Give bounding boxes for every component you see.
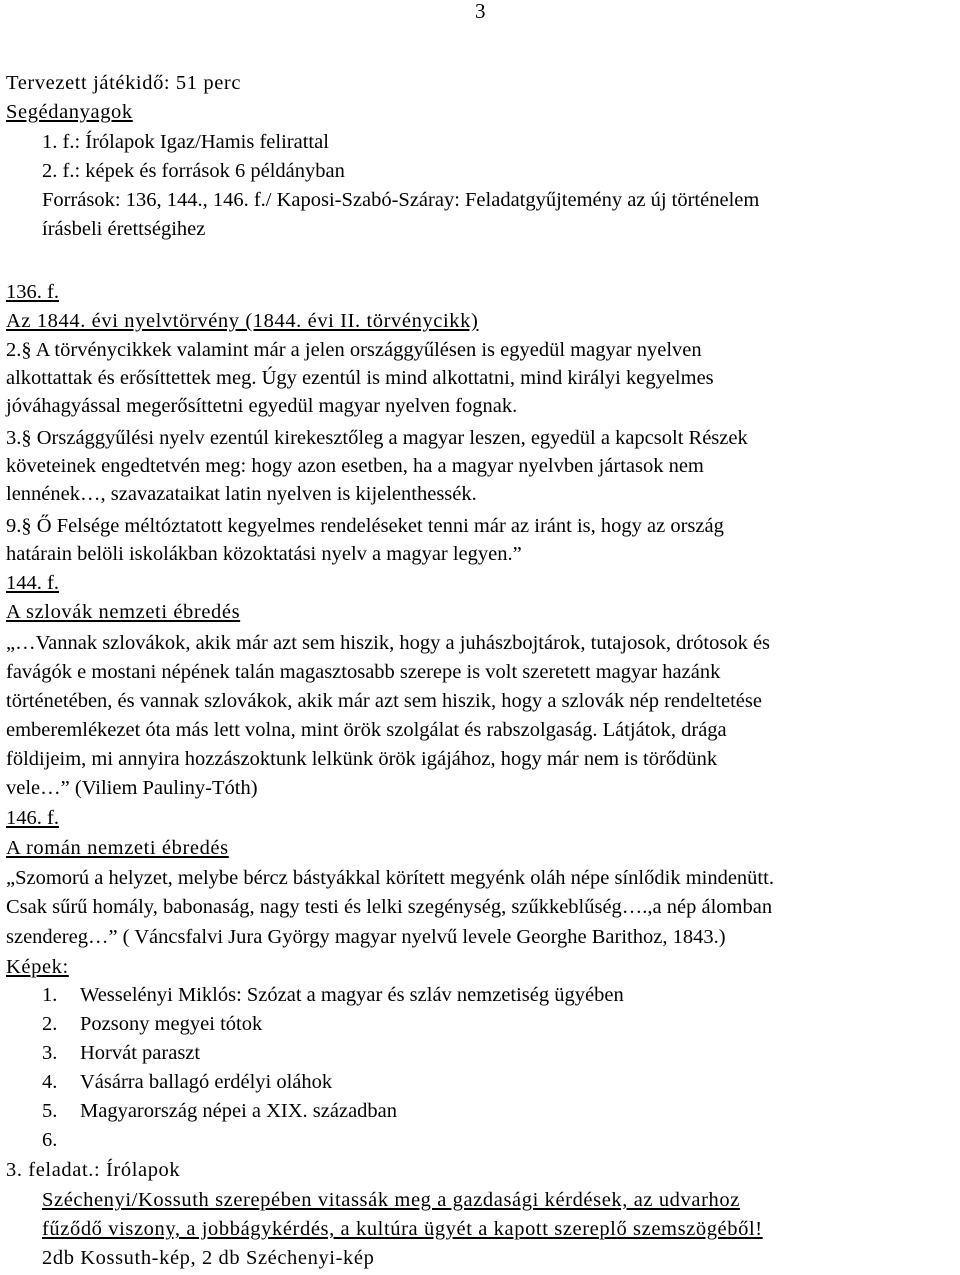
image-list-text: Magyarország népei a XIX. században [80,1100,398,1122]
image-list-text: Wesselényi Miklós: Szózat a magyar és szláv nemzetiség ügyében [80,984,624,1006]
image-list-text: Pozsony megyei tótok [80,1013,263,1035]
image-list-item [42,1039,200,1068]
source-136-text-line: jóváhagyással megerősíttetni egyedül magyar nyelven fognak. [6,395,518,417]
source-136-code: 136. f. [6,281,59,303]
image-list-item [42,1010,262,1039]
material-item-2: 2. f.: képek és források 6 példányban [42,160,345,182]
source-136-text-line: 2.§ A törvénycikkek valamint már a jelen országgyűlésen is egyedül magyar nyelven [6,339,702,361]
source-144-title: A szlovák nemzeti ébredés [6,601,241,623]
task-3-line-1: Széchenyi/Kossuth szerepében vitassák meg a gazdasági kérdések, az udvarhoz [42,1189,740,1211]
source-144-text-line: emberemlékezet óta más lett volna, mint örök szolgálat és rabszolgaság. Látjátok, drága [6,719,727,741]
sources-line-1: Források: 136, 144., 146. f./ Kaposi-Szabó-Száray: Feladatgyűjtemény az új történelem [42,189,760,211]
task-3-title: 3. feladat.: Írólapok [6,1159,181,1181]
image-list-number: 2. [42,1013,58,1035]
task-3-line-2: fűződő viszony, a jobbágykérdés, a kultúra ügyét a kapott szereplő szemszögéből! [42,1218,763,1240]
task-3-line-3: 2db Kossuth-kép, 2 db Széchenyi-kép [42,1247,375,1269]
image-list-number: 6. [42,1129,58,1151]
source-144-text-line: földijeim, mi annyira hozzászoktunk lelkünk örök igájához, hogy már nem is törődünk [6,748,718,770]
image-list-number: 5. [42,1100,58,1122]
sources-line-2: írásbeli érettségihez [42,218,206,240]
image-list-text: Vásárra ballagó erdélyi oláhok [80,1071,333,1093]
image-list-number: 4. [42,1071,58,1093]
source-136-text-line: lennének…, szavazataikat latin nyelven is kijelenthessék. [6,483,477,505]
image-list-item [42,981,624,1010]
source-144-text-line: favágók e mostani népének talán magasztosabb szerepe is volt szeretett magyar hazánk [6,661,721,683]
image-list-item [42,1097,397,1126]
materials-heading: Segédanyagok [6,101,133,123]
source-144-text-line: történetében, és vannak szlovákok, akik már azt sem hiszik, hogy a szlovák nép rendeltetése [6,690,762,712]
source-146-text-line: „Szomorú a helyzet, melybe bércz bástyákkal körített megyénk oláh népe sínlődik mindenütt. [6,867,774,889]
image-list-number: 1. [42,984,58,1006]
source-144-code: 144. f. [6,572,59,594]
source-144-text-line: vele…” (Viliem Pauliny-Tóth) [6,777,258,799]
image-list-item [42,1068,332,1097]
image-list-text: Horvát paraszt [80,1042,201,1064]
source-136-text-line: határain belöli iskolákban közoktatási nyelv a magyar legyen.” [6,543,522,565]
page-number: 3 [475,0,486,23]
source-146-title: A román nemzeti ébredés [6,837,229,859]
images-heading: Képek: [6,956,69,978]
source-136-text-line: 3.§ Országgyűlési nyelv ezentúl kirekesztőleg a magyar leszen, egyedül a kapcsolt Részek [6,427,748,449]
source-136-title: Az 1844. évi nyelvtörvény (1844. évi II. törvénycikk) [6,310,479,332]
source-146-text-line: szendereg…” ( Váncsfalvi Jura György magyar nyelvű levele Georghe Barithoz, 1843.) [6,926,726,948]
image-list-number: 3. [42,1042,58,1064]
material-item-1: 1. f.: Írólapok Igaz/Hamis felirattal [42,131,329,153]
source-136-text-line: követeinek engedtetvén meg: hogy azon esetben, ha a magyar nyelvben jártasok nem [6,455,704,477]
playtime-line: Tervezett játékidő: 51 perc [6,72,242,94]
source-144-text-line: „…Vannak szlovákok, akik már azt sem hiszik, hogy a juhászbojtárok, tutajosok, drótosok és [6,632,771,654]
source-146-code: 146. f. [6,807,59,829]
source-136-text-line: alkottattak és erősíttettek meg. Úgy ezentúl is mind alkottatni, mind királyi kegyelmes [6,367,714,389]
source-136-text-line: 9.§ Ő Felsége méltóztatott kegyelmes rendeléseket tenni már az iránt is, hogy az ország [6,515,724,537]
source-146-text-line: Csak sűrű homály, babonaság, nagy testi és lelki szegénység, szűkkeblűség….,a nép álomban [6,896,773,918]
image-list-item [42,1126,80,1155]
